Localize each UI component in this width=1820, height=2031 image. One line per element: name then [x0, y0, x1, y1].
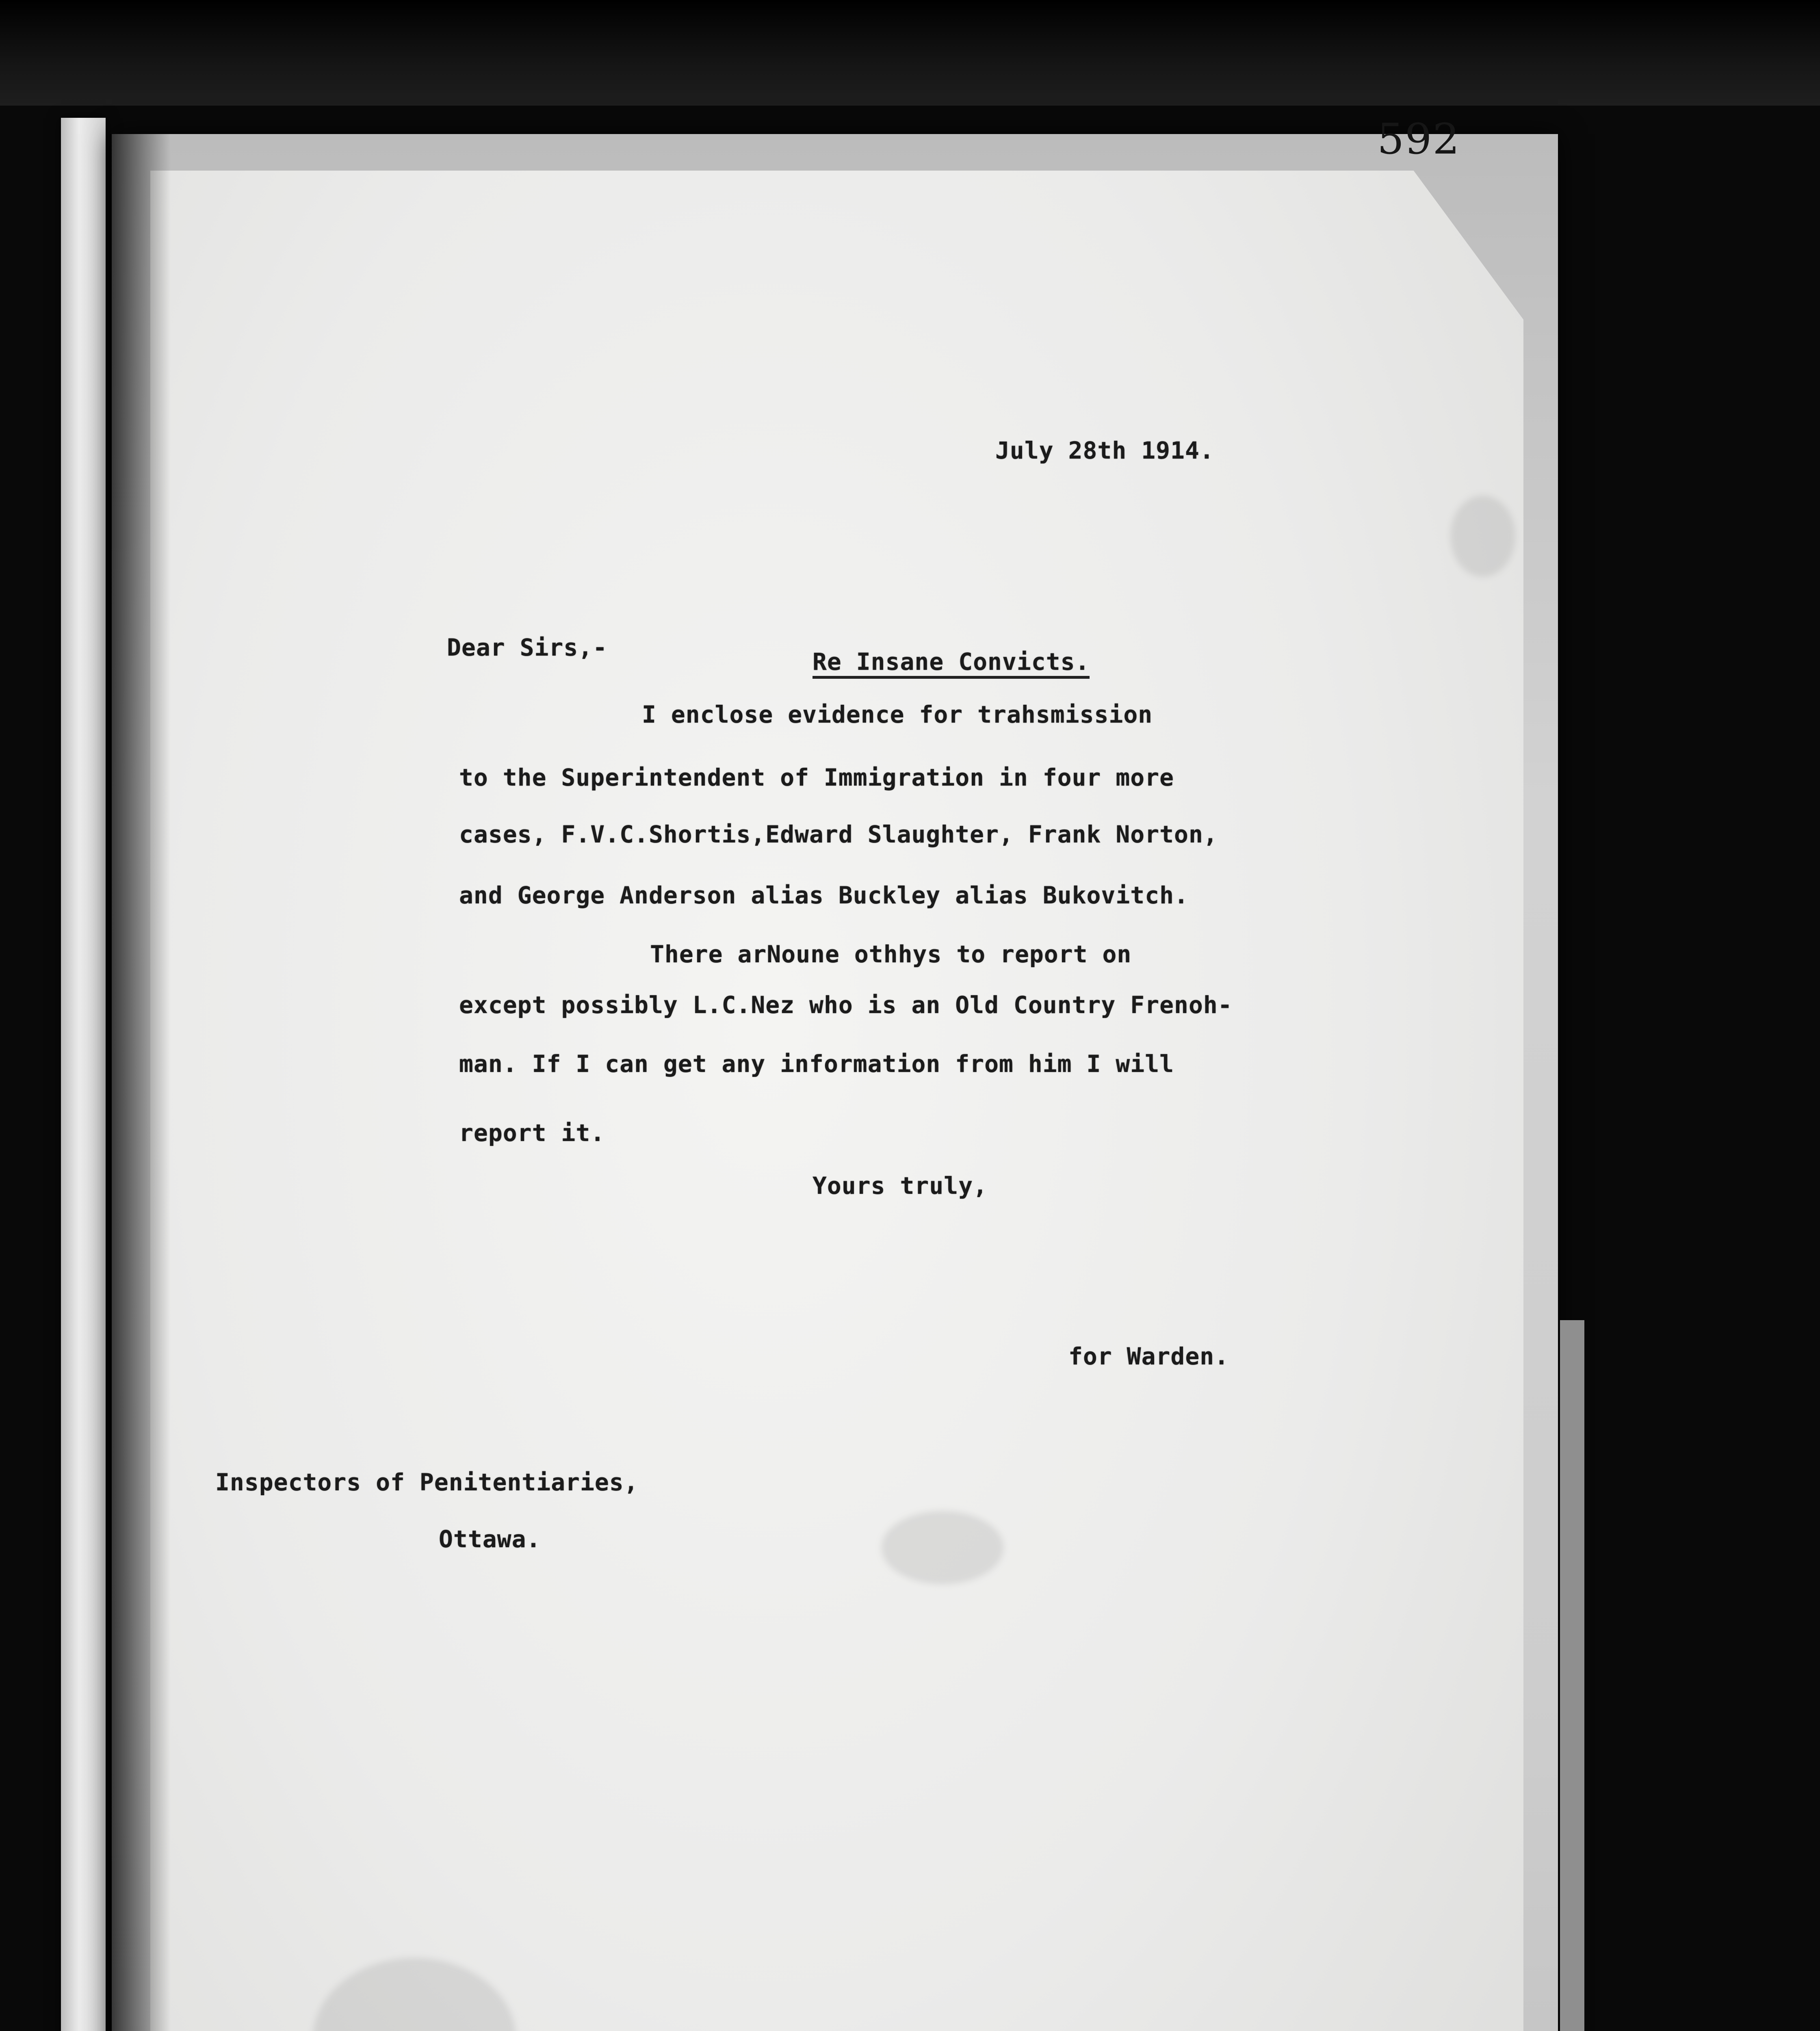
- body-line: cases, F.V.C.Shortis,Edward Slaughter, Frank Norton,: [459, 821, 1218, 848]
- body-line: except possibly L.C.Nez who is an Old Country Frenoh-: [459, 991, 1233, 1019]
- closing: Yours truly,: [812, 1172, 988, 1200]
- body-line: man. If I can get any information from him I will: [459, 1050, 1174, 1078]
- left-paper-strip: [61, 118, 106, 2031]
- backing-sheet-edge: [1560, 1320, 1584, 2031]
- sheet-shadow: [110, 134, 171, 2031]
- body-line: There arNoune othhys to report on: [650, 940, 1132, 968]
- signature-line: for Warden.: [1068, 1342, 1229, 1370]
- body-line: to the Superintendent of Immigration in four more: [459, 764, 1174, 791]
- addressee: Inspectors of Penitentiaries,: [215, 1468, 639, 1496]
- addressee-city: Ottawa.: [439, 1525, 541, 1553]
- letter-date: July 28th 1914.: [995, 437, 1214, 464]
- film-edge-top: [0, 0, 1820, 106]
- paper-stain: [313, 1958, 516, 2031]
- paper-stain: [882, 1511, 1003, 1584]
- letter-sheet: [150, 171, 1523, 2031]
- salutation: Dear Sirs,-: [447, 634, 608, 661]
- body-line: report it.: [459, 1119, 605, 1147]
- folio-number: 592: [1377, 114, 1460, 164]
- subject-line: Re Insane Convicts.: [812, 650, 1090, 679]
- body-line: and George Anderson alias Buckley alias Bukovitch.: [459, 881, 1189, 909]
- body-line: I enclose evidence for trahsmission: [642, 701, 1153, 728]
- paper-stain: [1450, 496, 1515, 577]
